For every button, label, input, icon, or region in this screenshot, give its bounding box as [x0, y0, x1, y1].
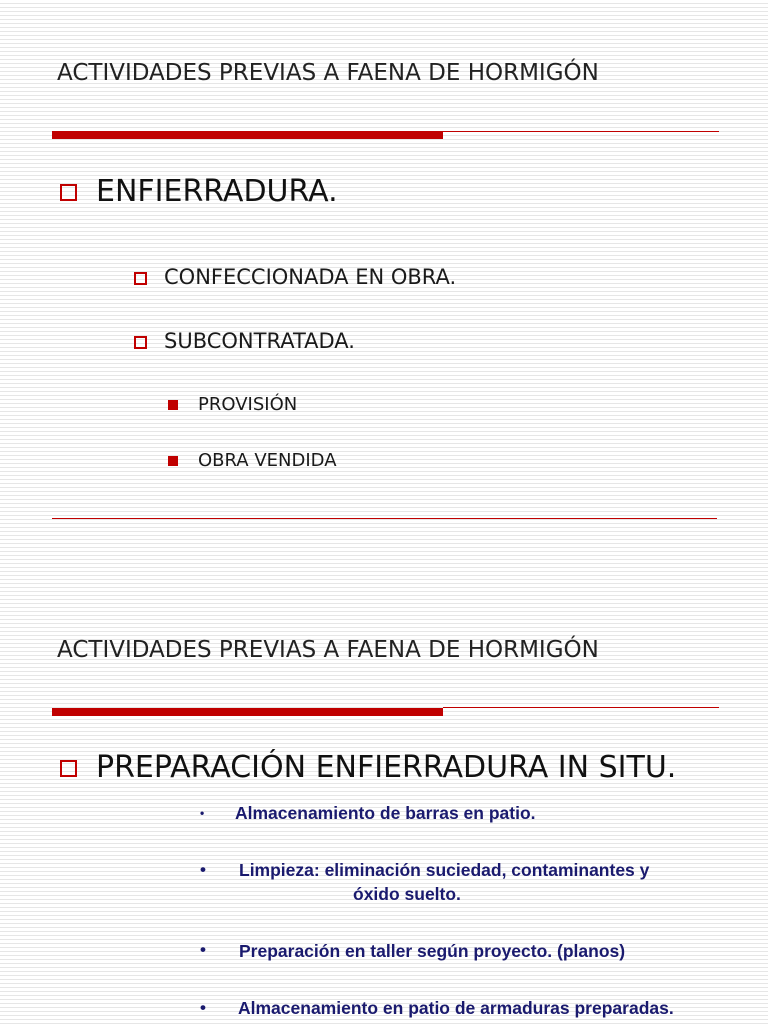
slide1-title-underline-thick	[52, 131, 443, 139]
filled-square-bullet-icon	[168, 456, 178, 466]
slide1-sub-item-1: CONFECCIONADA EN OBRA.	[164, 265, 457, 289]
bullet-dot-icon: •	[200, 998, 206, 1017]
slide2-bullet-1: Almacenamiento de barras en patio.	[235, 803, 536, 823]
slide2-main-item: PREPARACIÓN ENFIERRADURA IN SITU.	[96, 750, 677, 785]
bullet-dot-icon: •	[200, 940, 206, 959]
slide2-title: ACTIVIDADES PREVIAS A FAENA DE HORMIGÓN	[57, 637, 599, 663]
slide2-title-underline-thin	[443, 707, 719, 708]
hollow-square-bullet-icon	[60, 184, 77, 201]
hollow-square-bullet-icon	[134, 272, 147, 285]
hollow-square-bullet-icon	[134, 336, 147, 349]
filled-square-bullet-icon	[168, 400, 178, 410]
slide2-bullet-4: Almacenamiento en patio de armaduras preparadas.	[238, 998, 674, 1018]
slide1-bottom-rule	[52, 518, 717, 519]
slide1-main-item: ENFIERRADURA.	[96, 174, 338, 209]
slide2-bullet-2-line1: Limpieza: eliminación suciedad, contaminantes y	[239, 860, 650, 880]
slide2-bullet-3: Preparación en taller según proyecto. (planos)	[239, 941, 626, 961]
slide1-sub-sub-item-1: PROVISIÓN	[198, 394, 298, 415]
bullet-dot-icon: •	[200, 806, 205, 820]
slide1-title-underline-thin	[443, 131, 719, 132]
hollow-square-bullet-icon	[60, 760, 77, 777]
slide1-title: ACTIVIDADES PREVIAS A FAENA DE HORMIGÓN	[57, 60, 599, 86]
slide2-bullet-2-line2: óxido suelto.	[353, 884, 461, 904]
slide2-title-underline-thick	[52, 708, 443, 716]
bullet-dot-icon: •	[200, 860, 206, 879]
slide1-sub-item-2: SUBCONTRATADA.	[164, 329, 355, 353]
slide1-sub-sub-item-2: OBRA VENDIDA	[198, 450, 337, 471]
